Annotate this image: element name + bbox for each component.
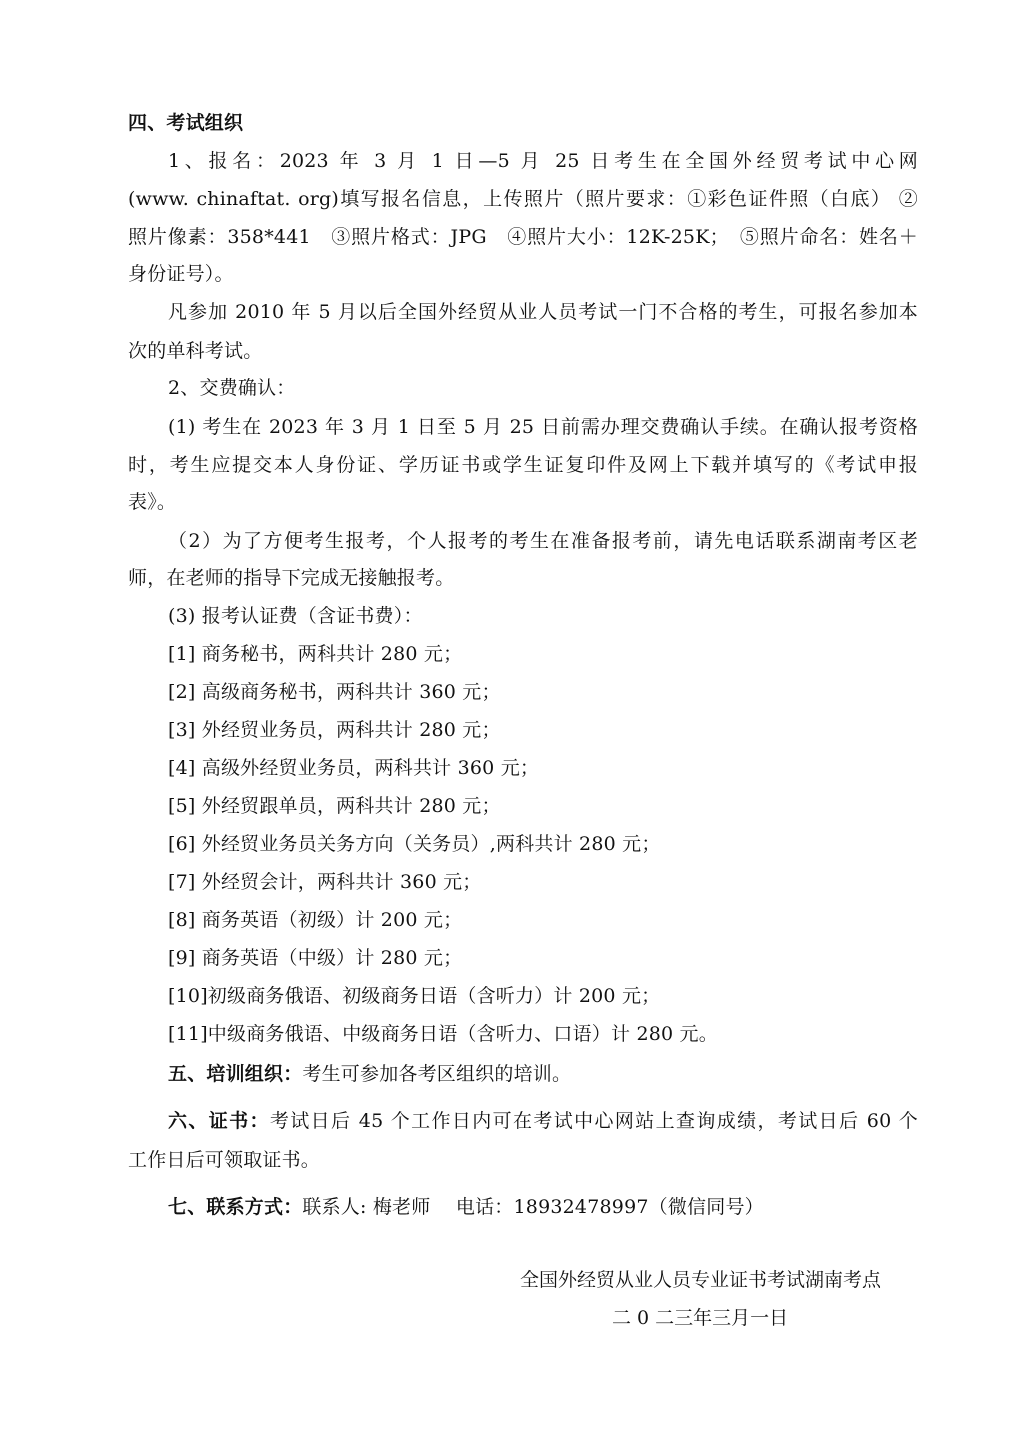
registration-line-1: 1、报名：2023 年 3 月 1 日—5 月 25 日考生在全国外经贸考试中心网 — [168, 150, 918, 172]
section5-label: 五、培训组织： — [168, 1063, 303, 1085]
payment-p1-line-3: 表》。 — [128, 491, 177, 513]
fee-item: [3] 外经贸业务员，两科共计 280 元； — [168, 719, 501, 741]
fee-item: [7] 外经贸会计，两科共计 360 元； — [168, 871, 482, 893]
fees-heading: (3) 报考认证费（含证书费）： — [168, 605, 423, 627]
payment-p1-line-2: 时，考生应提交本人身份证、学历证书或学生证复印件及网上下载并填写的《考试申报 — [128, 454, 918, 476]
payment-p2-line-1: （2）为了方便考生报考，个人报考的考生在准备报考前，请先电话联系湖南考区老 — [168, 530, 918, 552]
payment-p1-line-1: (1) 考生在 2023 年 3 月 1 日至 5 月 25 日前需办理交费确认手续。在确认报考资格 — [168, 416, 918, 438]
section7-text: 联系人: 梅老师 电话：18932478997（微信同号） — [302, 1196, 764, 1218]
fee-item: [1] 商务秘书，两科共计 280 元； — [168, 643, 463, 665]
section5-training — [168, 1061, 918, 1087]
section6-certificate-line-1 — [168, 1108, 918, 1134]
section6-certificate-line-2: 工作日后可领取证书。 — [128, 1149, 321, 1171]
single-subject-line-1: 凡参加 2010 年 5 月以后全国外经贸从业人员考试一门不合格的考生，可报名参加本 — [168, 301, 918, 323]
payment-heading: 2、交费确认： — [168, 377, 296, 399]
fee-item: [5] 外经贸跟单员，两科共计 280 元； — [168, 795, 501, 817]
section6-text-1: 考试日后 45 个工作日内可在考试中心网站上查询成绩，考试日后 60 个 — [269, 1110, 918, 1132]
fee-item: [2] 高级商务秘书，两科共计 360 元； — [168, 681, 501, 703]
fee-item: [8] 商务英语（初级）计 200 元； — [168, 909, 463, 931]
payment-p2-line-2: 师，在老师的指导下完成无接触报考。 — [128, 567, 455, 589]
registration-line-2: (www. chinaftat. org)填写报名信息，上传照片（照片要求：①彩色证件照（白底） ② — [128, 188, 918, 210]
registration-line-3: 照片像素：358*441 ③照片格式：JPG ④照片大小：12K-25K； ⑤照片命名：姓名＋ — [128, 226, 918, 248]
fee-item: [4] 高级外经贸业务员，两科共计 360 元； — [168, 757, 540, 779]
section7-label: 七、联系方式： — [168, 1196, 303, 1218]
single-subject-line-2: 次的单科考试。 — [128, 340, 263, 362]
fee-item: [9] 商务英语（中级）计 280 元； — [168, 947, 463, 969]
section5-text: 考生可参加各考区组织的培训。 — [302, 1063, 572, 1085]
section7-contact — [168, 1194, 918, 1220]
fee-item: [11]中级商务俄语、中级商务日语（含听力、口语）计 280 元。 — [168, 1023, 718, 1045]
fee-item: [10]初级商务俄语、初级商务日语（含听力）计 200 元； — [168, 985, 661, 1007]
signature-date: 二 0 二三年三月一日 — [612, 1307, 789, 1329]
signature-organization: 全国外经贸从业人员专业证书考试湖南考点 — [520, 1269, 882, 1291]
section6-label: 六、证书： — [168, 1110, 270, 1132]
fee-item: [6] 外经贸业务员关务方向（关务员）,两科共计 280 元； — [168, 833, 661, 855]
registration-line-4: 身份证号）。 — [128, 263, 234, 285]
section4-heading: 四、考试组织 — [128, 112, 244, 134]
